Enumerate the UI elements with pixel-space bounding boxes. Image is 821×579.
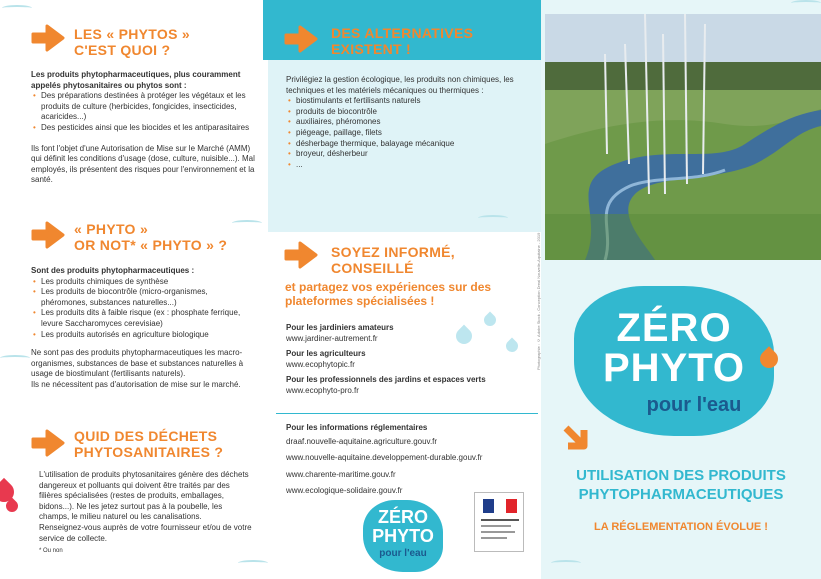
regulation-links: Pour les informations réglementaires draaf.nouvelle-aquitaine.agriculture.gouv.fr www.nouvelle-aquitaine.developpement-durable.gouv.fr www.charente-maritime.gouv.fr www.ecologique-solidaire.gouv.fr [286,423,536,503]
section-body-alternatives: Privilégiez la gestion écologique, les produits non chimiques, les techniques et les matériels mécaniques ou thermiques : • biostimulants et fertilisants naturels • produits de biocontrôle • auxiliaires, phéromones • piégeage, paillage, filets • désherbage thermique, balayage mécanique • broyeur, désherbeur • ... [286,75,531,170]
arrow-icon [284,24,318,54]
link-ecophytopic[interactable]: www.ecophytopic.fr [286,359,355,369]
alternative-item: • produits de biocontrôle [296,107,531,118]
cover-subtitle: LA RÉGLEMENTATION ÉVOLUE ! [594,521,768,533]
wave-decoration [551,560,581,566]
wave-decoration [238,560,268,566]
section-title-informe: SOYEZ INFORMÉ, CONSEILLÉ [331,244,455,276]
arrow-icon [31,23,65,53]
divider [276,413,538,414]
regulation-link[interactable]: www.nouvelle-aquitaine.developpement-durable.gouv.fr [286,453,483,463]
arrow-icon [31,428,65,458]
section-title-phyto-or-not: « PHYTO » OR NOT* « PHYTO » ? [74,221,228,253]
zero-phyto-logo-small: ZÉRO PHYTO pour l'eau [363,500,443,572]
alternative-item: • piégeage, paillage, filets [296,128,531,139]
informe-subtitle: et partagez vos expériences sur des plateformes spécialisées ! [285,280,492,308]
link-ecophyto-pro[interactable]: www.ecophyto-pro.fr [286,385,359,395]
alternative-item: • biostimulants et fertilisants naturels [296,96,531,107]
wave-decoration [232,220,262,226]
section-title-alternatives: DES ALTERNATIVES EXISTENT ! [331,25,474,57]
section-body-phytos: Les produits phytopharmaceutiques, plus couramment appelés phytosanitaires ou phytos sont : • Des préparations destinées à protéger les végétaux et les produits de culture (herbicides, fongicides, insecticides, acaricides...) • Des pesticides ainsi que les biocides et les antiparasitaires Ils font l'objet d'une Autorisation de Mise sur le Marché (AMM) qui définit les conditions d'usage (dose, culture, nuisible...). Mal employés, ils présentent des risques pour l'environnement et la santé. [31,70,256,186]
cover-title: UTILISATION DES PRODUITS PHYTOPHARMACEUTIQUES [576,467,786,503]
arrow-icon [284,240,318,270]
section-title-phytos: LES « PHYTOS » C'EST QUOI ? [74,26,190,58]
wave-decoration [478,215,508,221]
section-body-dechets: L'utilisation de produits phytosanitaires génère des déchets dangereux et polluants qui doivent être traités par des filières spécialisées (restes de produits, emballages, bidons...). Ne les jetez surtout pas à la poubelle, les champs, le milieu naturel ou les canalisations. Renseignez-vous auprès de votre fournisseur et/ou de votre service de collecte. * Ou non [39,470,252,555]
zero-phyto-logo: ZÉRO PHYTO pour l'eau [574,286,774,436]
alternative-item: • ... [296,160,531,171]
alternative-item: • broyeur, désherbeur [296,149,531,160]
regulation-link[interactable]: www.ecologique-solidaire.gouv.fr [286,486,403,496]
platform-list: Pour les jardiniers amateurs www.jardiner-autrement.fr Pour les agriculteurs www.ecophytopic.fr Pour les professionnels des jardins et espaces verts www.ecophyto-pro.fr [286,323,531,397]
section-body-phyto-or-not: Sont des produits phytopharmaceutiques : • Les produits chimiques de synthèse • Les produits de biocontrôle (micro-organismes, phéromones, substances naturelles...) • Les produits dits à faible risque (ex : phosphate ferrique, levure Saccharomyces cerevisiae) • Les produits autorisés en agriculture biologique Ne sont pas des produits phytopharmaceutiques les macro-organismes, substances de base et substances naturelles à usage de biostimulant (fertilisants naturels). Ils ne nécessitent pas d'autorisation de mise sur le marché. [31,266,256,391]
regulation-link[interactable]: draaf.nouvelle-aquitaine.agriculture.gouv.fr [286,436,438,446]
arrow-icon [560,422,594,452]
section-title-dechets: QUID DES DÉCHETS PHYTOSANITAIRES ? [74,428,224,460]
river-photo [545,14,821,260]
photo-credit: Photographie : © Adobe Stock - Conception Dreal Nouvelle-Aquitaine - 2019 [536,232,541,370]
wave-decoration [0,355,30,361]
republique-francaise-logo [474,492,524,552]
arrow-icon [31,220,65,250]
regulation-link[interactable]: www.charente-maritime.gouv.fr [286,469,396,479]
alternative-item: • auxiliaires, phéromones [296,117,531,128]
panel-left [0,0,268,579]
link-jardiner[interactable]: www.jardiner-autrement.fr [286,333,378,343]
alternative-item: • désherbage thermique, balayage mécanique [296,139,531,150]
panel-middle [268,0,541,579]
wave-decoration [791,0,821,6]
wave-decoration [2,5,32,11]
alternatives-list [286,96,531,170]
